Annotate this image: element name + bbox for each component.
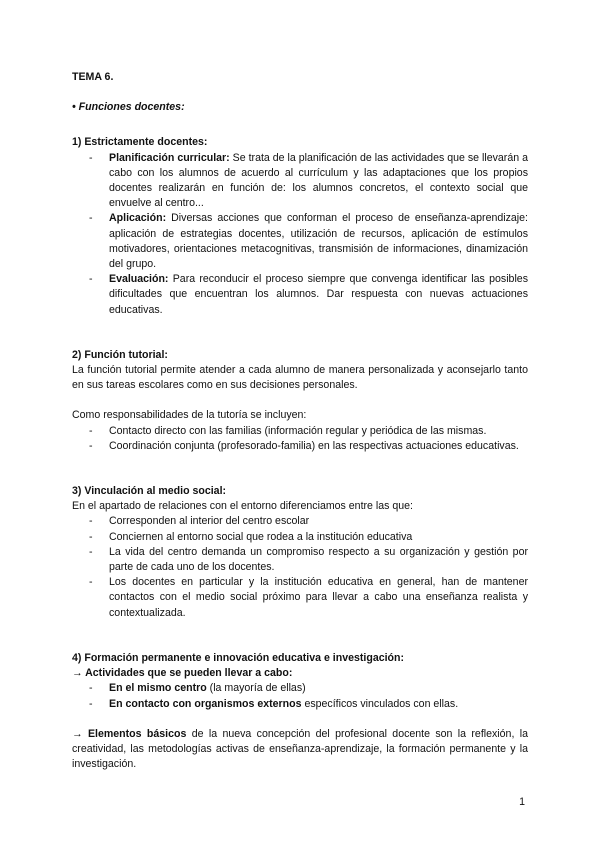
paragraph: En el apartado de relaciones con el entorno diferenciamos entre las que:: [72, 500, 413, 513]
closing-term: → Elementos básicos: [72, 727, 187, 740]
list-item: [72, 681, 528, 696]
paragraph: La función tutorial permite atender a cada alumno de manera personalizada y aconsejarlo tanto en sus tareas escolares como en sus decisiones personales.: [72, 364, 528, 392]
list-item: [72, 272, 528, 318]
bullet-list: [72, 151, 528, 318]
section-heading: 4) Formación permanente e innovación educativa e investigación:: [72, 651, 405, 664]
section-heading: 1) Estrictamente docentes:: [72, 136, 208, 149]
list-item: - Coordinación conjunta (profesorado-familia) en las respectivas actuaciones educativas.: [72, 439, 528, 454]
item-text: (la mayoría de ellas): [206, 682, 306, 695]
list-item: - Corresponden al interior del centro escolar: [72, 514, 528, 529]
section-heading: 3) Vinculación al medio social:: [72, 485, 227, 498]
item-text: específicos vinculados con ellas.: [301, 697, 459, 710]
item-term: En contacto con organismos externos: [109, 697, 302, 710]
closing-paragraph: [72, 727, 528, 773]
item-text: Diversas acciones que conforman el proceso de enseñanza-aprendizaje: aplicación de estrategias docentes, utilización de recursos, aplicación de estímulos motivadores, orientaciones metacognitivas, transmisión de informaciones, dinamización del grupo.: [109, 212, 528, 271]
bullet-list: [72, 681, 528, 711]
list-item: - Conciernen al entorno social que rodea a la institución educativa: [72, 530, 528, 545]
page-number: 1: [519, 796, 525, 808]
item-term: En el mismo centro: [109, 682, 207, 695]
item-term: Aplicación:: [109, 212, 167, 225]
subtitle: • Funciones docentes:: [72, 101, 185, 114]
item-term: Planificación curricular:: [109, 151, 230, 164]
closing-text: de la nueva concepción del profesional docente son la reflexión, la creatividad, las metodologías activas de enseñanza-aprendizaje, la formación permanente y la investigación.: [72, 727, 528, 771]
list-item: - Contacto directo con las familias (información regular y periódica de las mismas.: [72, 424, 528, 439]
list-item: [72, 697, 528, 712]
paragraph: Como responsabilidades de la tutoría se incluyen:: [72, 409, 307, 422]
section-heading: 2) Función tutorial:: [72, 348, 168, 361]
bullet-list: [72, 424, 528, 454]
document-body: [72, 70, 528, 772]
list-item: [72, 151, 528, 212]
list-item: [72, 211, 528, 272]
activities-heading: → Actividades que se pueden llevar a cabo:: [72, 667, 293, 680]
list-item: - La vida del centro demanda un compromiso respecto a su organización y gestión por parte de cada uno de los docentes.: [72, 545, 528, 575]
item-text: Se trata de la planificación de las actividades que se llevarán a cabo con los alumnos de acuerdo al currículum y las adaptaciones que los propios docentes realizarán en función de: los alumnos concretos, el contexto social que envuelve al centro...: [109, 151, 528, 210]
bullet-list: [72, 514, 528, 620]
item-text: Para reconducir el proceso siempre que convenga identificar las posibles dificultades que encuentran los alumnos. Dar respuesta con nuevas actuaciones educativas.: [109, 273, 528, 316]
list-item: - Los docentes en particular y la institución educativa en general, han de mantener contactos con el medio social próximo para llevar a cabo una enseñanza realista y contextualizada.: [72, 575, 528, 621]
topic-title: TEMA 6.: [72, 71, 114, 83]
item-term: Evaluación:: [109, 273, 169, 286]
